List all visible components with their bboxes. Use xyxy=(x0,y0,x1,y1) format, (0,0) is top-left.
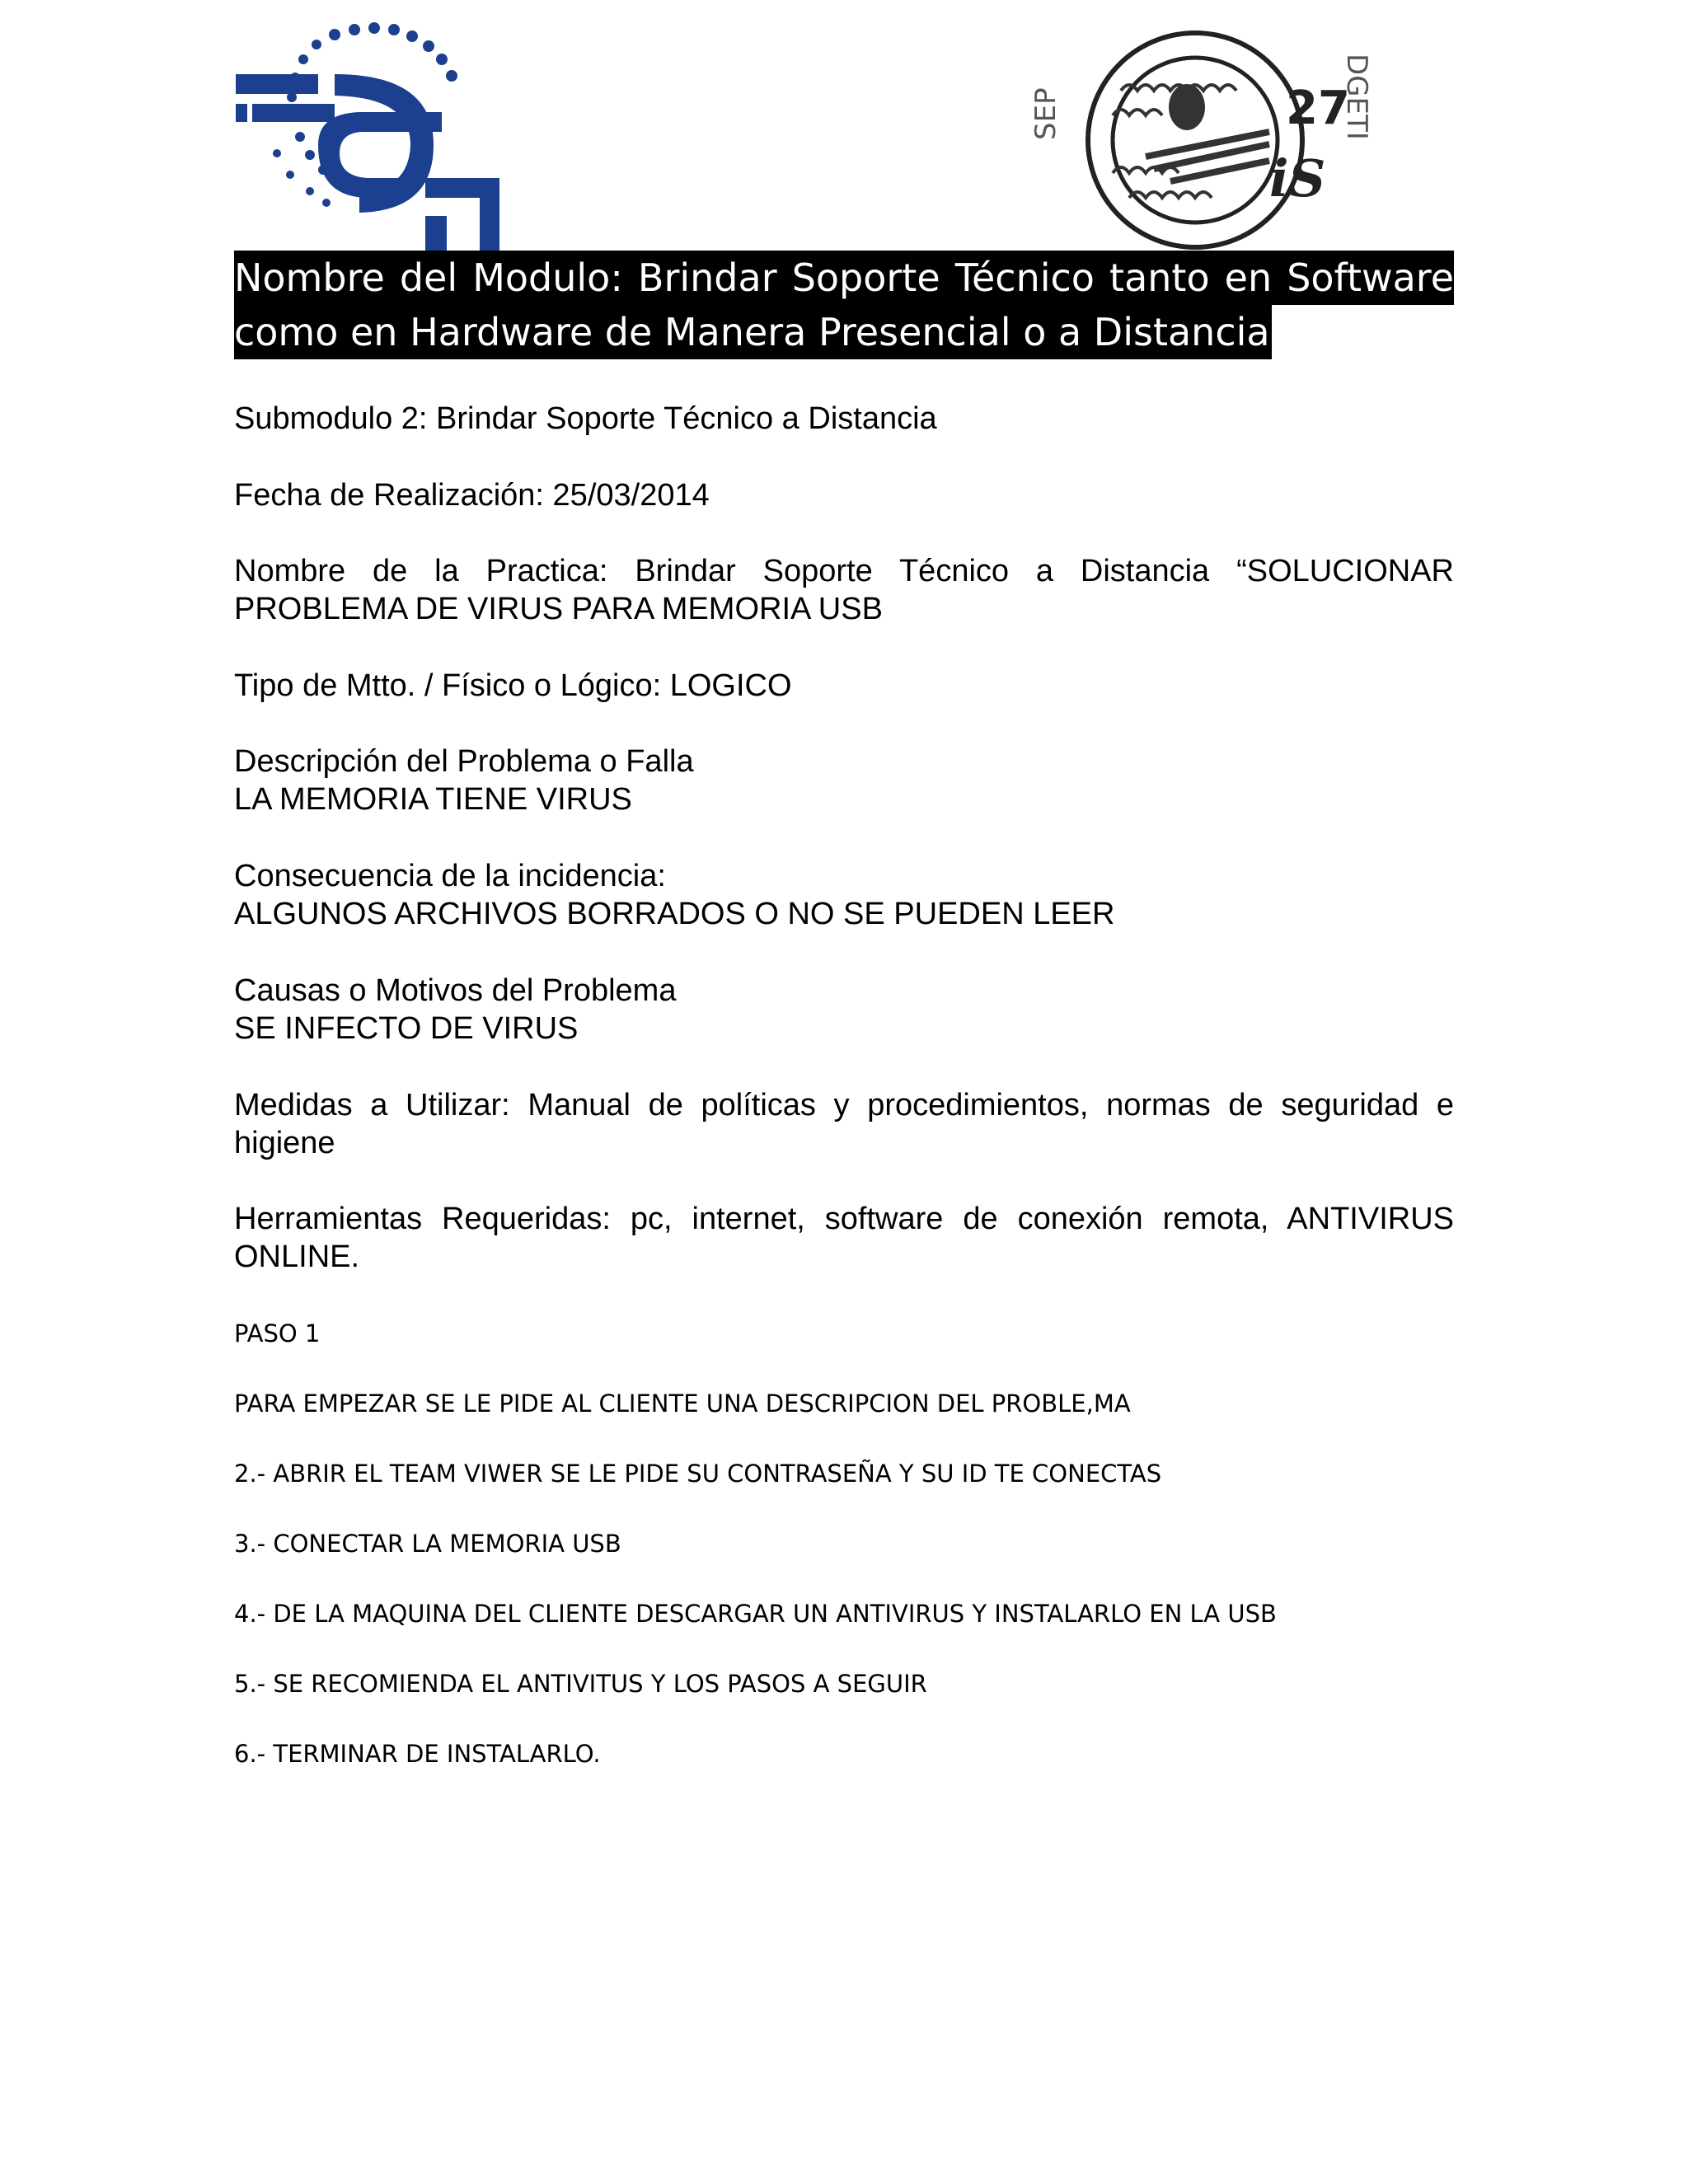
module-title xyxy=(234,251,1454,359)
svg-text:iS: iS xyxy=(1269,148,1326,209)
descripcion-field xyxy=(234,743,1454,818)
practica-line-2: PROBLEMA DE VIRUS PARA MEMORIA USB xyxy=(234,592,883,626)
practica-field xyxy=(234,552,1454,628)
step-item: 3.- CONECTAR LA MEMORIA USB xyxy=(234,1530,621,1558)
step-heading: PASO 1 xyxy=(234,1319,321,1347)
module-title-line-2: como en Hardware de Manera Presencial o a Distancia xyxy=(234,305,1272,359)
medidas-field xyxy=(234,1086,1454,1162)
step-item: 6.- TERMINAR DE INSTALARLO. xyxy=(234,1740,601,1768)
causas-label: Causas o Motivos del Problema xyxy=(234,973,677,1008)
herramientas-line-2: ONLINE. xyxy=(234,1240,360,1274)
cetis-seal-logo xyxy=(1022,0,1376,264)
herramientas-line-1: Herramientas Requeridas: pc, internet, software de conexión remota, ANTIVIRUS xyxy=(234,1202,1454,1236)
svg-text:SEP: SEP xyxy=(1029,87,1062,140)
submodulo-field: Submodulo 2: Brindar Soporte Técnico a Distancia xyxy=(234,401,937,436)
causas-value: SE INFECTO DE VIRUS xyxy=(234,1011,579,1046)
practica-line-1: Nombre de la Practica: Brindar Soporte Técnico a Distancia “SOLUCIONAR xyxy=(234,554,1454,588)
consecuencia-label: Consecuencia de la incidencia: xyxy=(234,859,666,893)
medidas-line-1: Medidas a Utilizar: Manual de políticas y procedimientos, normas de seguridad e xyxy=(234,1088,1454,1122)
step-item: 5.- SE RECOMIENDA EL ANTIVITUS Y LOS PASOS A SEGUIR xyxy=(234,1670,927,1698)
consecuencia-value: ALGUNOS ARCHIVOS BORRADOS O NO SE PUEDEN LEER xyxy=(234,897,1115,931)
dg-logo xyxy=(236,21,508,252)
svg-text:DGETI: DGETI xyxy=(1340,54,1373,140)
consecuencia-field xyxy=(234,857,1454,933)
descripcion-value: LA MEMORIA TIENE VIRUS xyxy=(234,782,632,817)
step-item: 4.- DE LA MAQUINA DEL CLIENTE DESCARGAR UN ANTIVIRUS Y INSTALARLO EN LA USB xyxy=(234,1600,1277,1628)
descripcion-label: Descripción del Problema o Falla xyxy=(234,744,694,779)
step-item: PARA EMPEZAR SE LE PIDE AL CLIENTE UNA DESCRIPCION DEL PROBLE,MA xyxy=(234,1390,1131,1418)
causas-field xyxy=(234,972,1454,1047)
fecha-field: Fecha de Realización: 25/03/2014 xyxy=(234,478,710,513)
medidas-line-2: higiene xyxy=(234,1126,335,1160)
step-item: 2.- ABRIR EL TEAM VIWER SE LE PIDE SU CONTRASEÑA Y SU ID TE CONECTAS xyxy=(234,1460,1162,1488)
herramientas-field xyxy=(234,1200,1454,1276)
tipo-field: Tipo de Mtto. / Físico o Lógico: LOGICO xyxy=(234,668,792,703)
svg-text:27: 27 xyxy=(1286,82,1350,135)
module-title-line-1: Nombre del Modulo: Brindar Soporte Técnico tanto en Software xyxy=(234,251,1454,305)
